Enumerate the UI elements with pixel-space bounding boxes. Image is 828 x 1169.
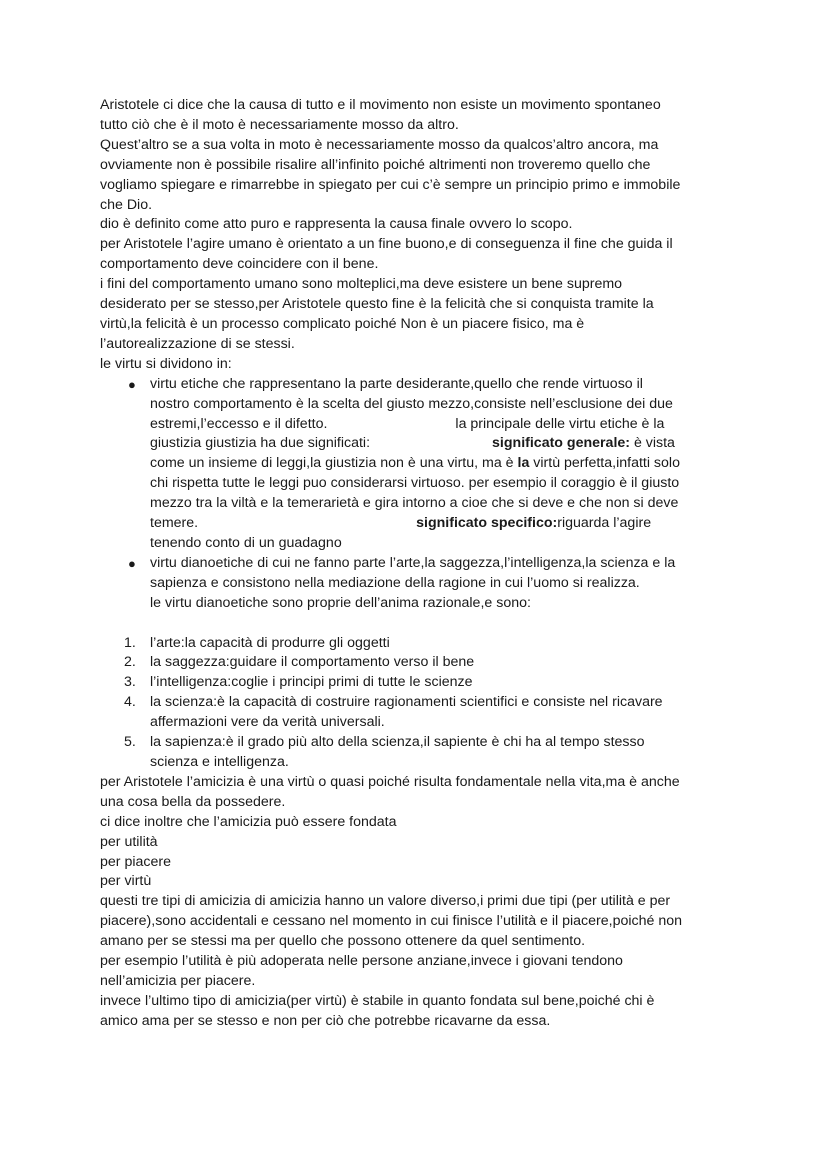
item-number: 1. [124, 634, 136, 651]
text-line: nell’amicizia per piacere. [100, 972, 256, 989]
text-line: ci dice inoltre che l’amicizia può essere fondata [100, 813, 397, 830]
text-line: la sapienza:è il grado più alto della scienza,il sapiente è chi ha al tempo stesso [150, 734, 645, 751]
text-line: per Aristotele l’agire umano è orientato a un fine buono,e di conseguenza il fine che guida il [100, 236, 673, 253]
text-line: per esempio l’utilità è più adoperata nelle persone anziane,invece i giovani tendono [100, 953, 623, 970]
text-line: chi rispetta tutte le leggi puo considerarsi virtuoso. per esempio il coraggio è il giusto [150, 475, 680, 492]
text-line: scienza e intelligenza. [150, 754, 289, 770]
text-line: per virtù [100, 873, 152, 890]
text-line: virtu etiche che rappresentano la parte desiderante,quello che rende virtuoso il [150, 375, 643, 392]
bullet-icon: ● [128, 376, 136, 392]
text-fragment: è vista [630, 435, 675, 452]
text-line: virtu dianoetiche di cui ne fanno parte l’arte,la saggezza,l’intelligenza,la scienza e la [150, 554, 676, 571]
document-page [100, 96, 740, 1032]
text-line: dio è definito come atto puro e rappresenta la causa finale ovvero lo scopo. [100, 216, 573, 233]
bold-term-specific-meaning: significato specifico: [416, 515, 558, 532]
text-line [150, 514, 740, 534]
text-line [150, 415, 740, 435]
bold-term: la [517, 455, 530, 472]
numbered-item [124, 733, 740, 773]
numbered-item [124, 693, 740, 733]
text-line: le virtu dianoetiche sono proprie dell’anima razionale,e sono: [150, 594, 531, 611]
text-line: virtù,la felicità è un processo complicato poiché Non è un piacere fisico, ma è [100, 315, 585, 332]
text-line: invece l’ultimo tipo di amicizia(per virtù) è stabile in quanto fondata sul bene,poiché chi è [100, 992, 655, 1009]
text-line: l’arte:la capacità di produrre gli oggetti [150, 634, 390, 651]
text-line: che Dio. [100, 196, 153, 213]
item-number: 3. [124, 674, 136, 691]
friendship-section [100, 773, 740, 1032]
item-number: 2. [124, 654, 136, 671]
text-line: per piacere [100, 853, 171, 870]
spacer [100, 614, 740, 634]
bullet-item-ethical-virtues [128, 375, 740, 554]
text-fragment: temere. [150, 515, 199, 532]
text-fragment: giustizia giustizia ha due significati: [150, 435, 371, 452]
item-number: 4. [124, 694, 136, 711]
numbered-item [124, 634, 740, 654]
text-line: l’intelligenza:coglie i principi primi di tutte le scienze [150, 674, 473, 691]
text-line: tutto ciò che è il moto è necessariamente mosso da altro. [100, 116, 459, 133]
text-line: affermazioni vere da verità universali. [150, 714, 385, 731]
text-line: la scienza:è la capacità di costruire ragionamenti scientifici e consiste nel ricavare [150, 694, 663, 711]
text-line: una cosa bella da possedere. [100, 793, 286, 810]
text-fragment: riguarda l’agire [557, 515, 652, 532]
text-line: sapienza e consistono nella mediazione della ragione in cui l’uomo si realizza. [150, 574, 640, 591]
text-fragment: virtù perfetta,infatti solo [529, 455, 680, 472]
text-line: amano per se stessi ma per quello che possono ottenere da quel sentimento. [100, 933, 586, 950]
text-fragment: la principale delle virtu etiche è la [455, 415, 665, 432]
text-line: nostro comportamento è la scelta del giusto mezzo,consiste nell’esclusione dei due [150, 395, 673, 412]
dianoetic-virtues-numbered-list [100, 634, 740, 773]
text-line: Aristotele ci dice che la causa di tutto e il movimento non esiste un movimento spontaneo [100, 97, 661, 113]
text-fragment: come un insieme di leggi,la giustizia non è una virtu, ma è [150, 455, 518, 472]
text-line: amico ama per se stesso e non per ciò che potrebbe ricavarne da essa. [100, 1012, 551, 1029]
text-line: piacere),sono accidentali e cessano nel momento in cui finisce l’utilità e il piacere,poiché non [100, 913, 683, 930]
text-line: desiderato per se stesso,per Aristotele questo fine è la felicità che si conquista tramite la [100, 296, 654, 313]
bold-term-general-meaning: significato generale: [492, 435, 630, 452]
numbered-item [124, 653, 740, 673]
text-line: le virtu si dividono in: [100, 355, 232, 372]
text-line: la saggezza:guidare il comportamento verso il bene [150, 654, 475, 671]
text-line: comportamento deve coincidere con il bene. [100, 256, 379, 273]
text-line: mezzo tra la viltà e la temerarietà e gira intorno a cioe che si deve e che non si deve [150, 495, 679, 512]
text-line: ovviamente non è possibile risalire all’infinito poiché altrimenti non troveremo quello che [100, 156, 651, 173]
text-line: questi tre tipi di amicizia di amicizia hanno un valore diverso,i primi due tipi (per utilità e per [100, 893, 671, 910]
virtues-bullet-list [100, 375, 740, 614]
item-number: 5. [124, 734, 136, 751]
text-line: i fini del comportamento umano sono molteplici,ma deve esistere un bene supremo [100, 276, 623, 293]
text-line: l’autorealizzazione di se stessi. [100, 335, 295, 352]
numbered-item [124, 673, 740, 693]
text-line [150, 434, 740, 454]
intro-section [100, 96, 740, 375]
text-line: tenendo conto di un guadagno [150, 534, 342, 551]
text-fragment: estremi,l’eccesso e il difetto. [150, 415, 328, 432]
bullet-icon: ● [128, 555, 136, 571]
text-line: per Aristotele l’amicizia è una virtù o quasi poiché risulta fondamentale nella vita,ma è anche [100, 773, 680, 790]
text-line: Quest’altro se a sua volta in moto è necessariamente mosso da qualcos’altro ancora, ma [100, 136, 659, 153]
text-line [150, 454, 740, 474]
text-line: per utilità [100, 833, 158, 850]
text-line: vogliamo spiegare e rimarrebbe in spiegato per cui c’è sempre un principio primo e immobile [100, 176, 681, 193]
bullet-item-dianoetic-virtues [128, 554, 740, 614]
